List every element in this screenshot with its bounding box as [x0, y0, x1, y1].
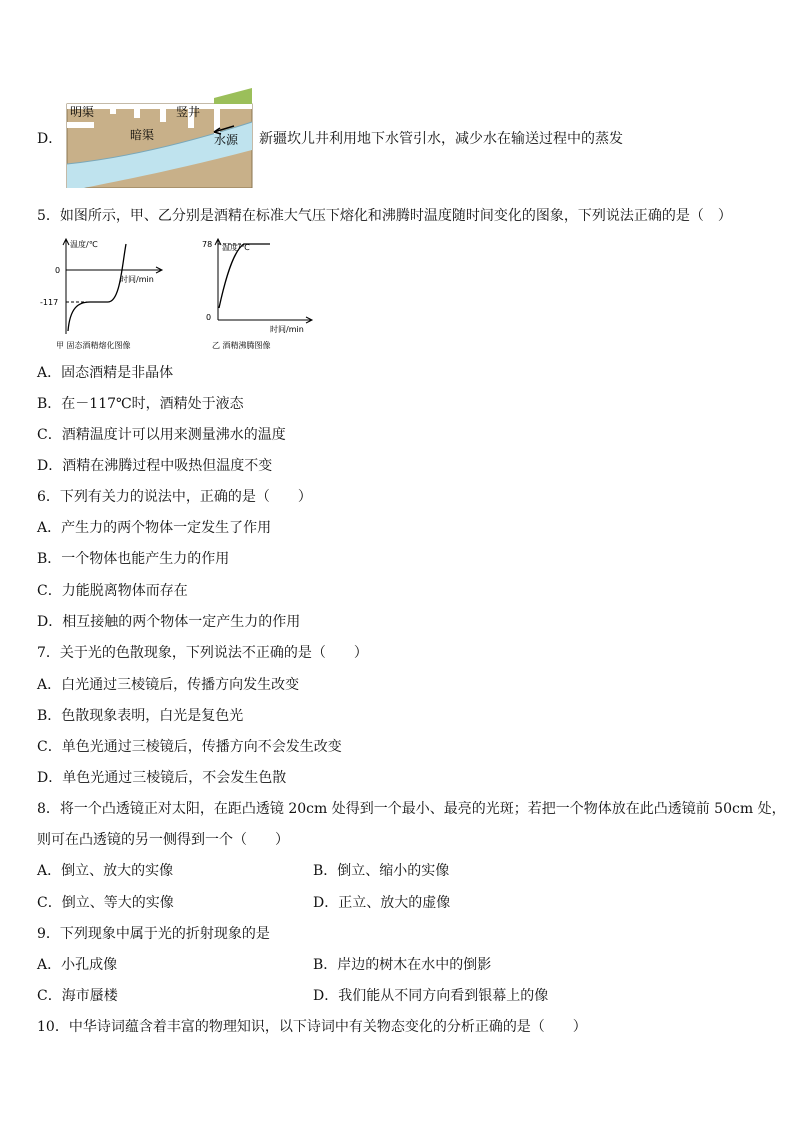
- q7-option-b: B．色散现象表明，白光是复色光: [37, 708, 244, 724]
- q5-option-c: C．酒精温度计可以用来测量沸水的温度: [37, 427, 286, 443]
- melting-graph-svg: [38, 236, 168, 356]
- label-ming-qu: 明渠: [70, 105, 95, 119]
- q7-option-d: D．单色光通过三棱镜后，不会发生色散: [37, 770, 287, 786]
- q8-option-d: D．正立、放大的虚像: [313, 895, 451, 911]
- melting-tick-zero: 0: [55, 266, 61, 275]
- q6-option-b: B．一个物体也能产生力的作用: [37, 551, 230, 567]
- q6-option-c: C．力能脱离物体而存在: [37, 583, 188, 599]
- boiling-tick-zero: 0: [206, 313, 212, 322]
- q6-option-d: D．相互接触的两个物体一定产生力的作用: [37, 614, 301, 630]
- q6-option-a: A．产生力的两个物体一定发生了作用: [37, 520, 272, 536]
- q5-option-a: A．固态酒精是非晶体: [37, 365, 174, 381]
- q10-stem: 10．中华诗词蕴含着丰富的物理知识，以下诗词中有关物态变化的分析正确的是（ ）: [37, 1019, 587, 1035]
- melting-ylabel: 温度/℃: [70, 240, 98, 249]
- q4-option-d-letter: D．: [37, 131, 63, 147]
- label-shui-yuan: 水源: [214, 133, 239, 147]
- q9-option-b: B．岸边的树木在水中的倒影: [313, 957, 492, 973]
- q8-option-c: C．倒立、等大的实像: [37, 895, 174, 911]
- label-shu-jing: 竖井: [176, 105, 201, 119]
- boiling-xlabel: 时间/min: [270, 325, 304, 334]
- boiling-graph-svg: [196, 236, 318, 356]
- melting-tick-value: -117: [40, 298, 59, 307]
- q4-option-d-text: 新疆坎儿井利用地下水管引水，减少水在输送过程中的蒸发: [259, 131, 623, 147]
- q8-stem-line1: 8．将一个凸透镜正对太阳，在距凸透镜 20cm 处得到一个最小、最亮的光斑；若把一个物体放在此凸透镜前 50cm 处，: [37, 801, 786, 817]
- q5-stem: 5．如图所示，甲、乙分别是酒精在标准大气压下熔化和沸腾时温度随时间变化的图象，下列说法正确的是（ ）: [37, 208, 732, 224]
- melting-caption: 甲 固态酒精熔化图像: [56, 341, 131, 350]
- q6-stem: 6．下列有关力的说法中，正确的是（ ）: [37, 489, 312, 505]
- kariz-illustration: [64, 84, 254, 188]
- q7-stem: 7．关于光的色散现象，下列说法不正确的是（ ）: [37, 645, 368, 661]
- kariz-figure: [64, 84, 254, 188]
- q9-option-c: C．海市蜃楼: [37, 988, 118, 1004]
- q7-option-c: C．单色光通过三棱镜后，传播方向不会发生改变: [37, 739, 342, 755]
- q7-option-a: A．白光通过三棱镜后，传播方向发生改变: [37, 677, 300, 693]
- q9-option-a: A．小孔成像: [37, 957, 118, 973]
- melting-xlabel: 时间/min: [120, 275, 154, 284]
- q8-option-b: B．倒立、缩小的实像: [313, 863, 450, 879]
- q9-stem: 9．下列现象中属于光的折射现象的是: [37, 926, 270, 942]
- q8-option-a: A．倒立、放大的实像: [37, 863, 174, 879]
- graph-melting: [38, 236, 168, 356]
- q5-option-d: D．酒精在沸腾过程中吸热但温度不变: [37, 458, 273, 474]
- label-an-qu: 暗渠: [130, 128, 155, 142]
- q8-stem-line2: 则可在凸透镜的另一侧得到一个（ ）: [37, 832, 289, 848]
- q5-option-b: B．在－117℃时，酒精处于液态: [37, 396, 244, 412]
- graph-boiling: [196, 236, 318, 356]
- boiling-caption: 乙 酒精沸腾图像: [212, 341, 271, 350]
- boiling-tick-value: 78: [202, 240, 213, 249]
- boiling-ylabel: 温度/℃: [222, 243, 250, 252]
- q9-option-d: D．我们能从不同方向看到银幕上的像: [313, 988, 549, 1004]
